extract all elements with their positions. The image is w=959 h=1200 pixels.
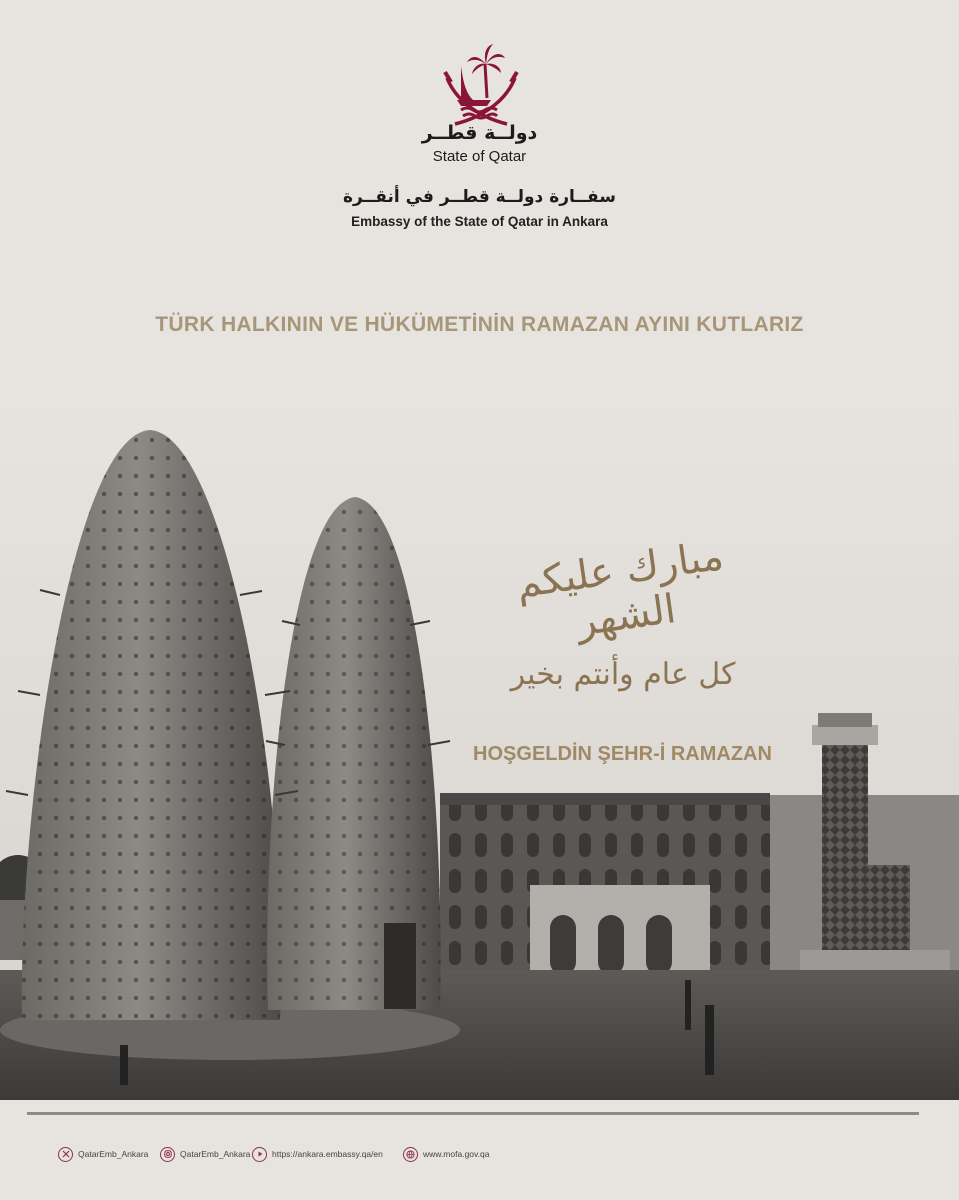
embassy-name-arabic: سفــارة دولــة قطــر في أنقــرة: [343, 187, 616, 207]
social-website-label: www.mofa.gov.qa: [423, 1149, 490, 1159]
social-x-label: QatarEmb_Ankara: [78, 1149, 149, 1159]
footer-contacts: [0, 1144, 959, 1168]
social-youtube[interactable]: [252, 1144, 383, 1164]
headline: TÜRK HALKININ VE HÜKÜMETİNİN RAMAZAN AYINI KUTLARIZ: [155, 313, 804, 336]
footer-divider: [27, 1112, 919, 1115]
instagram-icon: [160, 1147, 175, 1162]
header: [0, 0, 959, 300]
calligraphy-line-1: مبارك عليكم الشهر: [513, 532, 727, 646]
calligraphy-line-2: كل عام وأنتم بخير: [510, 657, 736, 692]
brand-name-english: State of Qatar: [432, 148, 527, 165]
brand-name-arabic: دولــة قطــر: [421, 122, 538, 144]
greeting: HOŞGELDİN ŞEHR-İ RAMAZAN: [473, 743, 772, 765]
globe-icon: [403, 1147, 418, 1162]
ramadan-calligraphy: [478, 452, 768, 722]
social-instagram-label: QatarEmb_Ankara: [180, 1149, 251, 1159]
qatar-emblem-icon: [441, 42, 521, 128]
embassy-name-english: Embassy of the State of Qatar in Ankara: [351, 214, 608, 229]
social-website[interactable]: [403, 1144, 489, 1164]
x-icon: [58, 1147, 73, 1162]
social-x[interactable]: [58, 1144, 148, 1164]
social-instagram[interactable]: [160, 1144, 250, 1164]
youtube-icon: [252, 1147, 267, 1162]
social-youtube-label: https://ankara.embassy.qa/en: [272, 1149, 383, 1159]
